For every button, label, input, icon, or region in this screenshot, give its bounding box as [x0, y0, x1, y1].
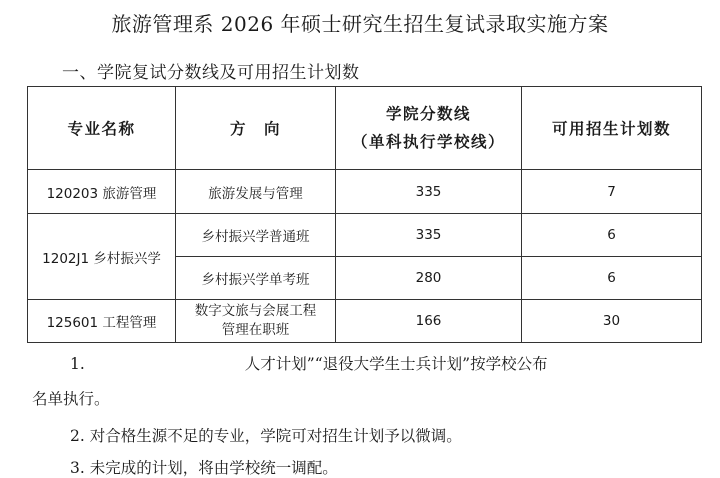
cell-major: 125601 工程管理 [28, 300, 176, 343]
cell-major: 1202J1 乡村振兴学 [28, 214, 176, 300]
cell-quota: 6 [522, 214, 702, 257]
note-2: 2. 对合格生源不足的专业，学院可对招生计划予以微调。 [70, 427, 462, 445]
table-row [28, 170, 702, 214]
cell-direction-line1: 数字文旅与会展工程 [194, 303, 317, 319]
cell-direction: 乡村振兴学单考班 [176, 257, 336, 300]
note-1 [70, 352, 548, 374]
score-quota-table [27, 86, 702, 343]
note-1-continuation: 名单执行。 [32, 390, 110, 408]
header-major: 专业名称 [28, 87, 176, 170]
table-row [28, 300, 702, 343]
table-header-row [28, 87, 702, 170]
table-row [28, 214, 702, 257]
note-1-number: 1. [70, 355, 85, 373]
section-heading: 一、学院复试分数线及可用招生计划数 [62, 63, 360, 83]
header-direction: 方 向 [176, 87, 336, 170]
cell-score: 280 [336, 257, 522, 300]
cell-direction [176, 300, 336, 343]
note-1-text: 人才计划”“退役大学生士兵计划”按学校公布 [244, 355, 548, 373]
cell-score: 166 [336, 300, 522, 343]
document-title: 旅游管理系 2026 年硕士研究生招生复试录取实施方案 [111, 12, 609, 36]
header-score-line1: 学院分数线 [385, 104, 471, 123]
cell-major: 120203 旅游管理 [28, 170, 176, 214]
cell-direction: 乡村振兴学普通班 [176, 214, 336, 257]
header-score [336, 87, 522, 170]
header-quota: 可用招生计划数 [522, 87, 702, 170]
cell-quota: 6 [522, 257, 702, 300]
cell-direction: 旅游发展与管理 [176, 170, 336, 214]
header-score-line2: （单科执行学校线） [351, 132, 505, 151]
cell-direction-line2: 管理在职班 [221, 322, 290, 338]
cell-quota: 30 [522, 300, 702, 343]
cell-quota: 7 [522, 170, 702, 214]
cell-score: 335 [336, 214, 522, 257]
note-3: 3. 未完成的计划，将由学校统一调配。 [70, 459, 338, 477]
cell-score: 335 [336, 170, 522, 214]
